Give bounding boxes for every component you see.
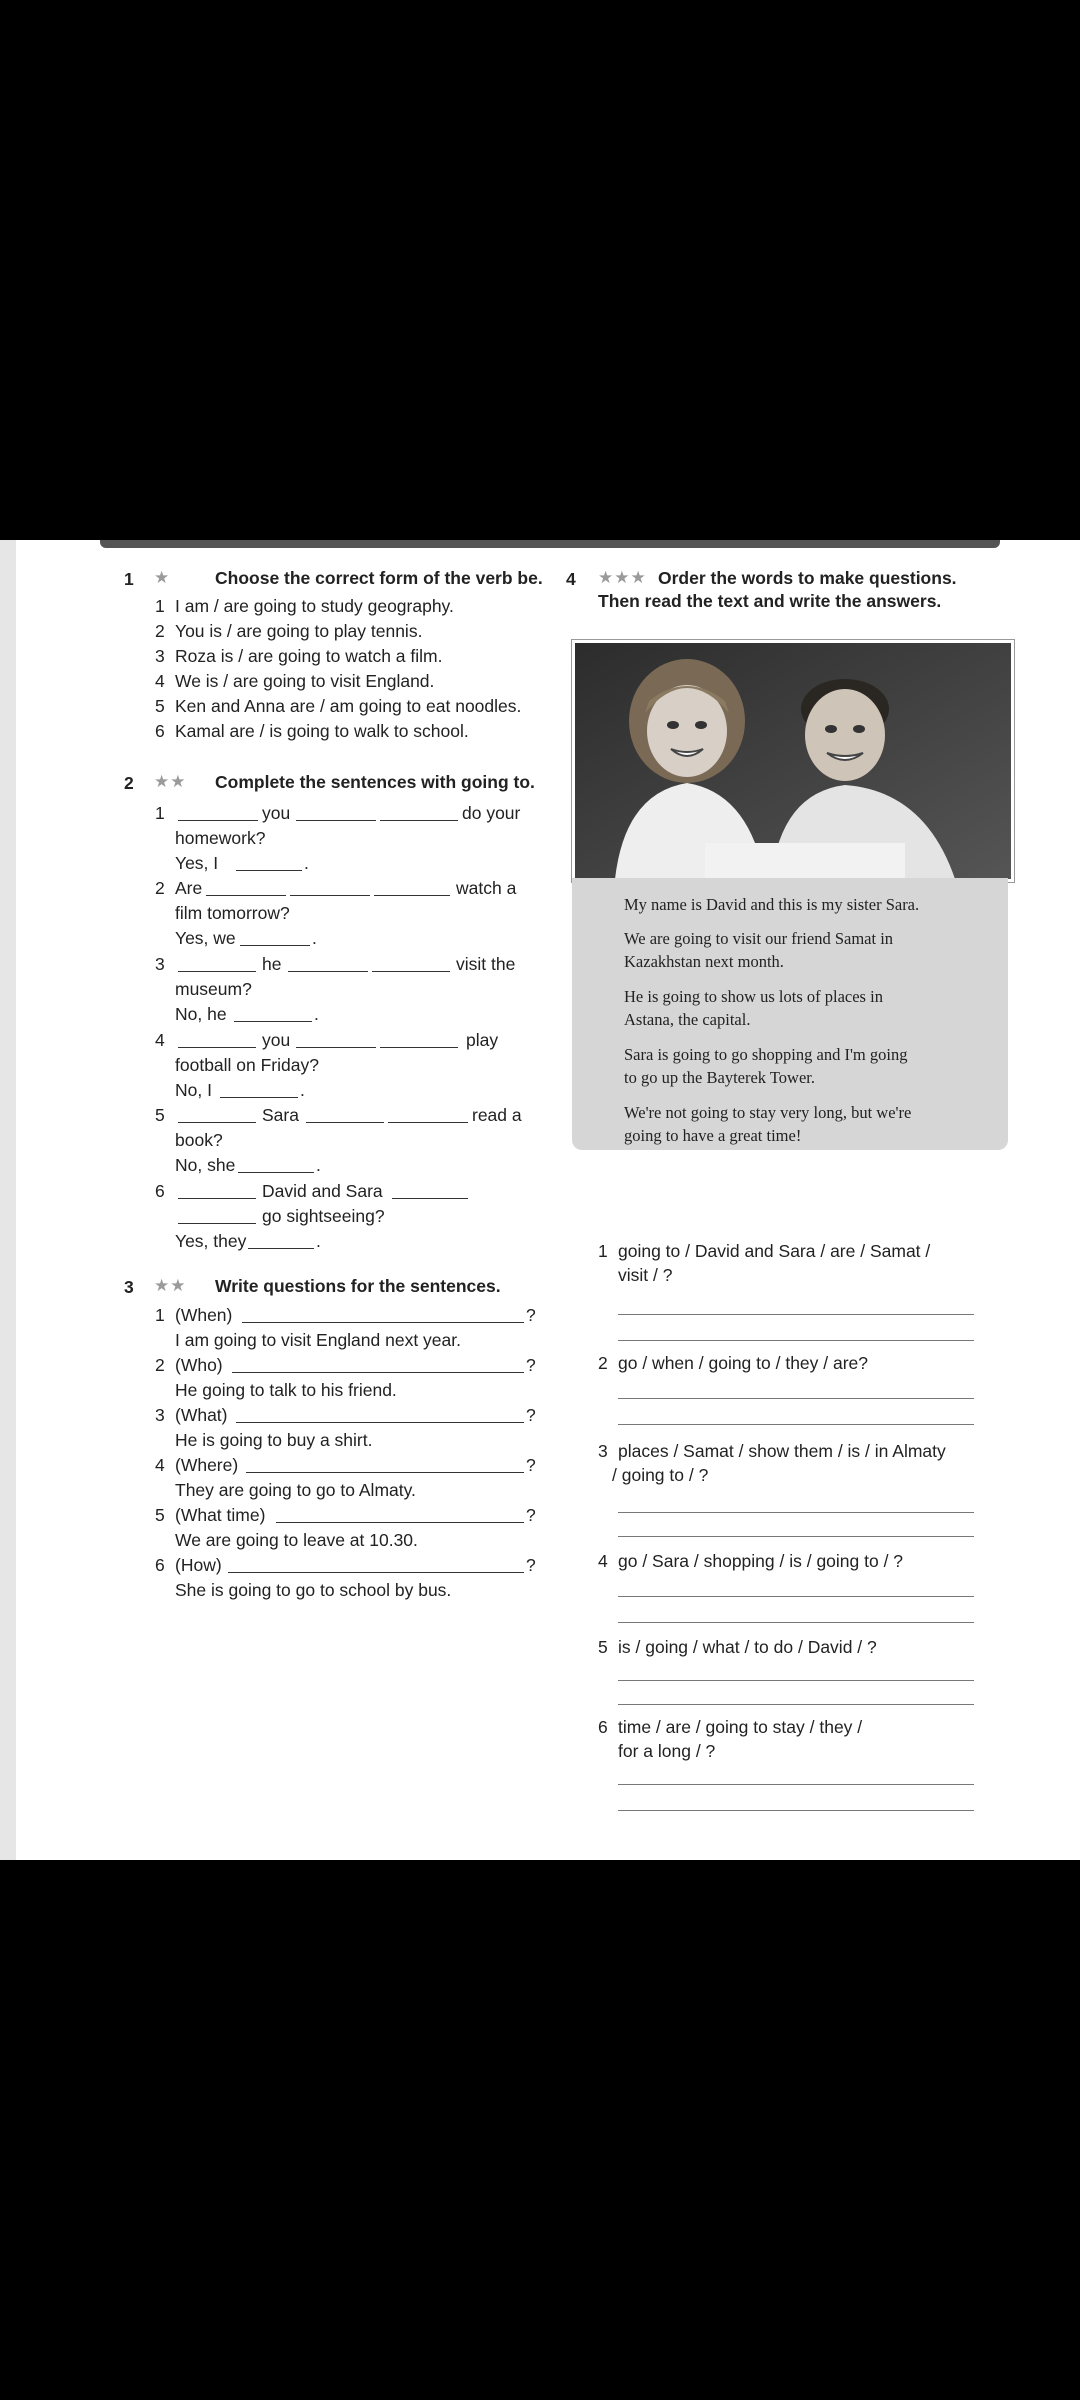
answer-blank[interactable] [206, 895, 286, 896]
reading-line: My name is David and this is my sister Sara. [624, 895, 920, 914]
ex1-title: Choose the correct form of the verb be. [215, 568, 543, 588]
ex2-item-reply: Yes, we [175, 928, 236, 948]
answer-blank[interactable] [236, 870, 302, 871]
ex2-title: Complete the sentences with going to. [215, 772, 535, 792]
answer-blank[interactable] [372, 971, 450, 972]
ex3-item-prompt: (Where) [175, 1455, 239, 1475]
punct-question: ? [526, 1555, 536, 1575]
answer-blank[interactable] [388, 1122, 468, 1123]
ex1-item-num: 3 [155, 646, 165, 666]
ex3-number: 3 [124, 1277, 134, 1297]
ex3-item-answer: He is going to buy a shirt. [175, 1430, 373, 1450]
ex2-item-reply: Yes, they [175, 1231, 247, 1251]
ex4-item-words: go / when / going to / they / are? [618, 1353, 869, 1373]
ex2-item-word: he [262, 954, 282, 974]
ex1-item-num: 1 [155, 596, 165, 616]
answer-line[interactable] [618, 1704, 974, 1705]
answer-blank[interactable] [290, 895, 370, 896]
punct-question: ? [526, 1405, 536, 1425]
answer-blank[interactable] [178, 971, 256, 972]
ex3-item-num: 6 [155, 1555, 165, 1575]
ex2-item-word: museum? [175, 979, 252, 999]
ex2-item-num: 4 [155, 1030, 165, 1050]
photo-david-and-sara [572, 640, 1014, 882]
answer-blank[interactable] [240, 945, 310, 946]
ex2-item-word: book? [175, 1130, 223, 1150]
question-blank[interactable] [236, 1422, 524, 1423]
answer-line[interactable] [618, 1810, 974, 1811]
worksheet-page [0, 540, 1080, 1860]
ex2-item-reply: No, I [175, 1080, 212, 1100]
ex4-item-words: visit / ? [618, 1265, 673, 1285]
reading-line: We're not going to stay very long, but we're [624, 1103, 912, 1122]
ex4-item-num: 6 [598, 1717, 608, 1737]
ex2-item-num: 2 [155, 878, 165, 898]
answer-blank[interactable] [380, 820, 458, 821]
ex1-item-text: You is / are going to play tennis. [175, 621, 423, 641]
ex4-item-words: for a long / ? [618, 1741, 716, 1761]
answer-blank[interactable] [178, 820, 258, 821]
ex2-item-word: you [262, 1030, 291, 1050]
ex2-item-word: read a [472, 1105, 522, 1125]
ex3-item-answer: She is going to go to school by bus. [175, 1580, 452, 1600]
answer-line[interactable] [618, 1398, 974, 1399]
answer-line[interactable] [618, 1784, 974, 1785]
ex2-number: 2 [124, 773, 134, 793]
ex2-item-word: you [262, 803, 291, 823]
ex1-item-text: Ken and Anna are / am going to eat noodles. [175, 696, 522, 716]
ex1-item-text: Roza is / are going to watch a film. [175, 646, 443, 666]
ex2-item-word: visit the [456, 954, 516, 974]
ex2-item-word: do your [462, 803, 521, 823]
ex1-item-num: 5 [155, 696, 165, 716]
ex2-item-num: 5 [155, 1105, 165, 1125]
ex2-item-reply: No, she [175, 1155, 236, 1175]
ex1-item-num: 4 [155, 671, 165, 691]
answer-blank[interactable] [306, 1122, 384, 1123]
answer-blank[interactable] [392, 1198, 468, 1199]
ex1-number: 1 [124, 569, 134, 589]
page-edge [0, 540, 16, 1860]
ex1-item-text: I am / are going to study geography. [175, 596, 454, 616]
answer-line[interactable] [618, 1680, 974, 1681]
ex3-item-prompt: (What time) [175, 1505, 266, 1525]
reading-line: Kazakhstan next month. [624, 952, 784, 971]
ex4-number: 4 [566, 569, 576, 589]
ex4-subtitle: Then read the text and write the answers. [598, 591, 942, 611]
ex2-item-reply: No, he [175, 1004, 227, 1024]
ex2-item-word: Sara [262, 1105, 299, 1125]
ex3-item-num: 4 [155, 1455, 165, 1475]
ex4-item-num: 4 [598, 1551, 608, 1571]
punct-question: ? [526, 1355, 536, 1375]
ex2-item-word: go sightseeing? [262, 1206, 385, 1226]
answer-blank[interactable] [220, 1097, 298, 1098]
reading-line: We are going to visit our friend Samat in [624, 929, 894, 948]
ex3-stars: ★★ [154, 1276, 187, 1295]
reading-line: Sara is going to go shopping and I'm going [624, 1045, 908, 1064]
ex2-item-num: 3 [155, 954, 165, 974]
ex2-item-word: play [466, 1030, 499, 1050]
ex4-item-words: time / are / going to stay / they / [618, 1717, 863, 1737]
ex3-item-prompt: (How) [175, 1555, 222, 1575]
ex3-item-num: 5 [155, 1505, 165, 1525]
ex4-item-num: 1 [598, 1241, 608, 1261]
answer-blank[interactable] [380, 1047, 458, 1048]
ex3-item-num: 1 [155, 1305, 165, 1325]
answer-blank[interactable] [234, 1021, 312, 1022]
ex4-item-num: 5 [598, 1637, 608, 1657]
punct-dot: . [314, 1004, 319, 1024]
punct-dot: . [316, 1155, 321, 1175]
ex2-item-num: 6 [155, 1181, 165, 1201]
question-blank[interactable] [246, 1472, 524, 1473]
answer-line[interactable] [618, 1314, 974, 1315]
photo-illustration [575, 643, 1011, 879]
answer-blank[interactable] [178, 1223, 256, 1224]
answer-blank[interactable] [178, 1122, 256, 1123]
ex4-item-words: go / Sara / shopping / is / going to / ? [618, 1551, 904, 1571]
question-blank[interactable] [276, 1522, 524, 1523]
ex3-item-answer: They are going to go to Almaty. [175, 1480, 416, 1500]
ex1-item-text: We is / are going to visit England. [175, 671, 435, 691]
ex3-item-prompt: (When) [175, 1305, 233, 1325]
reading-line: going to have a great time! [624, 1126, 802, 1145]
ex3-item-prompt: (Who) [175, 1355, 223, 1375]
ex4-item-words: places / Samat / show them / is / in Almaty [618, 1441, 946, 1461]
reading-line: Astana, the capital. [624, 1010, 751, 1029]
ex4-item-num: 2 [598, 1353, 608, 1373]
punct-question: ? [526, 1305, 536, 1325]
ex4-item-words: / going to / ? [612, 1465, 709, 1485]
ex4-title: Order the words to make questions. [658, 568, 957, 588]
answer-line[interactable] [618, 1622, 974, 1623]
answer-line[interactable] [618, 1596, 974, 1597]
page-top-border [100, 540, 1000, 548]
ex1-item-num: 6 [155, 721, 165, 741]
question-blank[interactable] [228, 1572, 524, 1573]
answer-blank[interactable] [238, 1172, 314, 1173]
ex4-item-words: going to / David and Sara / are / Samat / [618, 1241, 931, 1261]
punct-dot: . [316, 1231, 321, 1251]
ex2-item-word: Are [175, 878, 203, 898]
ex1-stars: ★ [154, 568, 171, 587]
punct-question: ? [526, 1505, 536, 1525]
ex1-item-num: 2 [155, 621, 165, 641]
answer-blank[interactable] [296, 1047, 376, 1048]
reading-line: to go up the Bayterek Tower. [624, 1068, 815, 1087]
question-blank[interactable] [242, 1322, 524, 1323]
answer-line[interactable] [618, 1424, 974, 1425]
ex2-stars: ★★ [154, 772, 187, 791]
answer-blank[interactable] [178, 1198, 256, 1199]
ex2-item-word: film tomorrow? [175, 903, 290, 923]
ex3-title: Write questions for the sentences. [215, 1276, 501, 1296]
reading-line: He is going to show us lots of places in [624, 987, 883, 1006]
answer-blank[interactable] [248, 1248, 314, 1249]
ex4-stars: ★★★ [598, 568, 647, 587]
punct-dot: . [312, 928, 317, 948]
ex3-item-answer: He going to talk to his friend. [175, 1380, 397, 1400]
punct-question: ? [526, 1455, 536, 1475]
punct-dot: . [300, 1080, 305, 1100]
answer-line[interactable] [618, 1536, 974, 1537]
ex2-item-word: David and Sara [262, 1181, 383, 1201]
ex2-item-word: homework? [175, 828, 266, 848]
ex1-item-text: Kamal are / is going to walk to school. [175, 721, 469, 741]
ex2-item-reply: Yes, I [175, 853, 219, 873]
ex2-item-word: watch a [456, 878, 517, 898]
question-blank[interactable] [232, 1372, 524, 1373]
ex2-item-num: 1 [155, 803, 165, 823]
answer-blank[interactable] [288, 971, 368, 972]
ex3-item-answer: We are going to leave at 10.30. [175, 1530, 418, 1550]
answer-blank[interactable] [374, 895, 450, 896]
ex3-item-prompt: (What) [175, 1405, 228, 1425]
ex4-item-num: 3 [598, 1441, 608, 1461]
answer-line[interactable] [618, 1340, 974, 1341]
answer-blank[interactable] [296, 820, 376, 821]
answer-blank[interactable] [178, 1047, 256, 1048]
punct-dot: . [304, 853, 309, 873]
reading-text-box [572, 878, 1008, 1150]
ex3-item-num: 3 [155, 1405, 165, 1425]
ex4-item-words: is / going / what / to do / David / ? [618, 1637, 877, 1657]
ex2-item-word: football on Friday? [175, 1055, 319, 1075]
ex3-item-answer: I am going to visit England next year. [175, 1330, 461, 1350]
ex3-item-num: 2 [155, 1355, 165, 1375]
answer-line[interactable] [618, 1512, 974, 1513]
